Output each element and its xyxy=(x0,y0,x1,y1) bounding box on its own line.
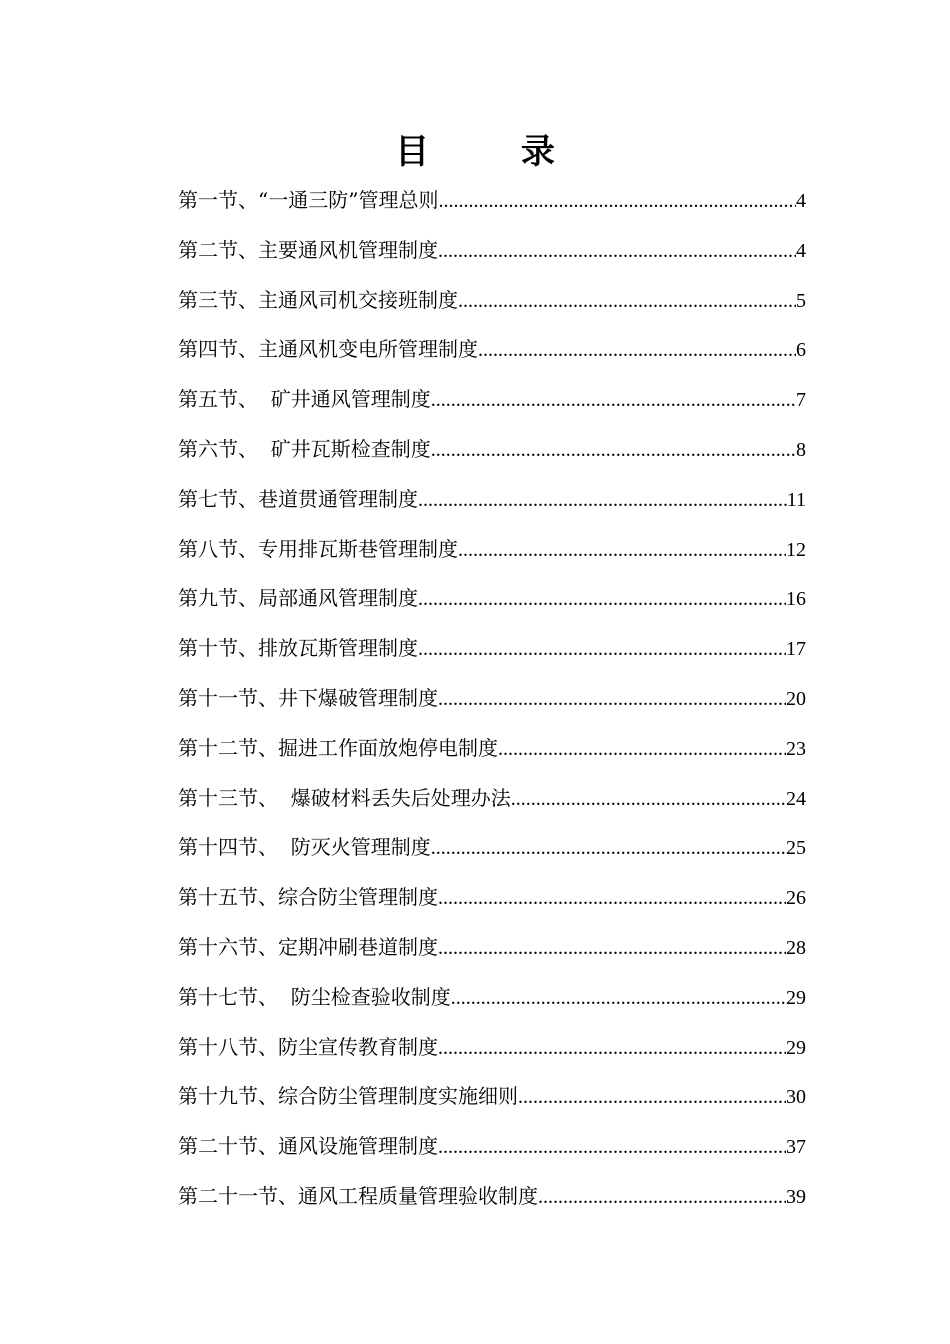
toc-entry-page-number: 12 xyxy=(786,538,806,561)
toc-entry-page-number: 26 xyxy=(786,887,806,910)
toc-dot-leader xyxy=(431,426,796,476)
toc-entry-page-number: 6 xyxy=(796,339,806,362)
toc-entry[interactable] xyxy=(178,574,806,624)
toc-dot-leader xyxy=(418,625,786,675)
toc-dot-leader xyxy=(478,326,796,376)
toc-entry[interactable] xyxy=(178,375,806,425)
toc-dot-leader xyxy=(458,526,786,576)
toc-entry-page-number: 37 xyxy=(786,1136,806,1159)
toc-entry-label: 第一节、“一通三防”管理总则 xyxy=(178,188,439,212)
toc-entry[interactable] xyxy=(178,176,806,226)
toc-entry[interactable] xyxy=(178,923,806,973)
toc-entry[interactable] xyxy=(178,226,806,276)
toc-entry-page-number: 29 xyxy=(786,1036,806,1059)
toc-dot-leader xyxy=(418,476,787,526)
toc-entry-page-number: 4 xyxy=(796,190,806,212)
toc-entry-label: 第二十节、通风设施管理制度 xyxy=(178,1134,438,1159)
toc-dot-leader xyxy=(431,376,796,426)
toc-dot-leader xyxy=(418,575,786,625)
toc-dot-leader xyxy=(458,277,796,327)
toc-entry[interactable] xyxy=(178,823,806,873)
toc-entry[interactable] xyxy=(178,724,806,774)
toc-entry-page-number: 28 xyxy=(786,936,806,959)
toc-dot-leader xyxy=(438,1123,786,1173)
table-of-contents xyxy=(178,176,806,1222)
toc-entry-page-number: 39 xyxy=(786,1185,806,1208)
toc-entry[interactable] xyxy=(178,1023,806,1073)
toc-entry-label: 第九节、局部通风管理制度 xyxy=(178,586,418,611)
toc-entry[interactable] xyxy=(178,674,806,724)
toc-entry[interactable] xyxy=(178,276,806,326)
toc-dot-leader xyxy=(538,1173,786,1223)
toc-entry-page-number: 23 xyxy=(786,737,806,760)
toc-entry-page-number: 16 xyxy=(786,588,806,611)
toc-entry-page-number: 5 xyxy=(796,289,806,312)
toc-entry-label: 第十九节、综合防尘管理制度实施细则 xyxy=(178,1084,518,1109)
toc-entry[interactable] xyxy=(178,624,806,674)
toc-dot-leader xyxy=(438,177,796,227)
toc-entry-label: 第十一节、井下爆破管理制度 xyxy=(178,685,438,710)
toc-entry-page-number: 7 xyxy=(796,389,806,412)
toc-dot-leader xyxy=(498,725,786,775)
toc-entry[interactable] xyxy=(178,425,806,475)
toc-entry-label: 第八节、专用排瓦斯巷管理制度 xyxy=(178,536,458,561)
toc-entry-label: 第十五节、综合防尘管理制度 xyxy=(178,885,438,910)
toc-entry[interactable] xyxy=(178,873,806,923)
toc-entry-label: 第十四节、 防灭火管理制度 xyxy=(178,835,431,860)
toc-entry[interactable] xyxy=(178,973,806,1023)
toc-dot-leader xyxy=(438,227,796,277)
toc-entry-label: 第十节、排放瓦斯管理制度 xyxy=(178,636,418,661)
toc-entry[interactable] xyxy=(178,1172,806,1222)
toc-entry[interactable] xyxy=(178,774,806,824)
toc-entry-label: 第五节、 矿井通风管理制度 xyxy=(178,387,431,412)
toc-entry-label: 第二节、主要通风机管理制度 xyxy=(178,237,438,262)
toc-entry-page-number: 25 xyxy=(786,837,806,860)
toc-entry-label: 第三节、主通风司机交接班制度 xyxy=(178,287,458,312)
toc-entry-page-number: 20 xyxy=(786,687,806,710)
toc-entry-page-number: 8 xyxy=(796,438,806,461)
toc-entry-page-number: 30 xyxy=(786,1086,806,1109)
toc-dot-leader xyxy=(438,1024,786,1074)
toc-entry-page-number: 17 xyxy=(786,638,806,661)
toc-entry[interactable] xyxy=(178,525,806,575)
toc-entry-page-number: 29 xyxy=(786,986,806,1009)
toc-dot-leader xyxy=(511,775,786,825)
toc-dot-leader xyxy=(431,824,786,874)
toc-entry-label: 第十六节、定期冲刷巷道制度 xyxy=(178,934,438,959)
toc-entry-label: 第十八节、防尘宣传教育制度 xyxy=(178,1034,438,1059)
toc-entry-page-number: 4 xyxy=(796,239,806,262)
page-title: 目 录 xyxy=(395,132,595,172)
toc-entry-label: 第二十一节、通风工程质量管理验收制度 xyxy=(178,1183,538,1208)
toc-dot-leader xyxy=(451,974,786,1024)
toc-dot-leader xyxy=(438,675,786,725)
toc-entry-label: 第十二节、掘进工作面放炮停电制度 xyxy=(178,735,498,760)
toc-dot-leader xyxy=(438,874,786,924)
toc-dot-leader xyxy=(438,924,786,974)
toc-entry[interactable] xyxy=(178,1122,806,1172)
toc-entry[interactable] xyxy=(178,475,806,525)
toc-entry-label: 第七节、巷道贯通管理制度 xyxy=(178,486,418,511)
toc-entry-label: 第四节、主通风机变电所管理制度 xyxy=(178,337,478,362)
toc-entry-page-number: 11 xyxy=(786,488,806,511)
toc-entry-label: 第十七节、 防尘检查验收制度 xyxy=(178,984,451,1009)
toc-entry[interactable] xyxy=(178,325,806,375)
toc-entry-label: 第六节、 矿井瓦斯检查制度 xyxy=(178,436,431,461)
toc-entry-page-number: 24 xyxy=(786,787,806,810)
toc-dot-leader xyxy=(518,1073,786,1123)
toc-entry[interactable] xyxy=(178,1072,806,1122)
toc-entry-label: 第十三节、 爆破材料丢失后处理办法 xyxy=(178,785,511,810)
